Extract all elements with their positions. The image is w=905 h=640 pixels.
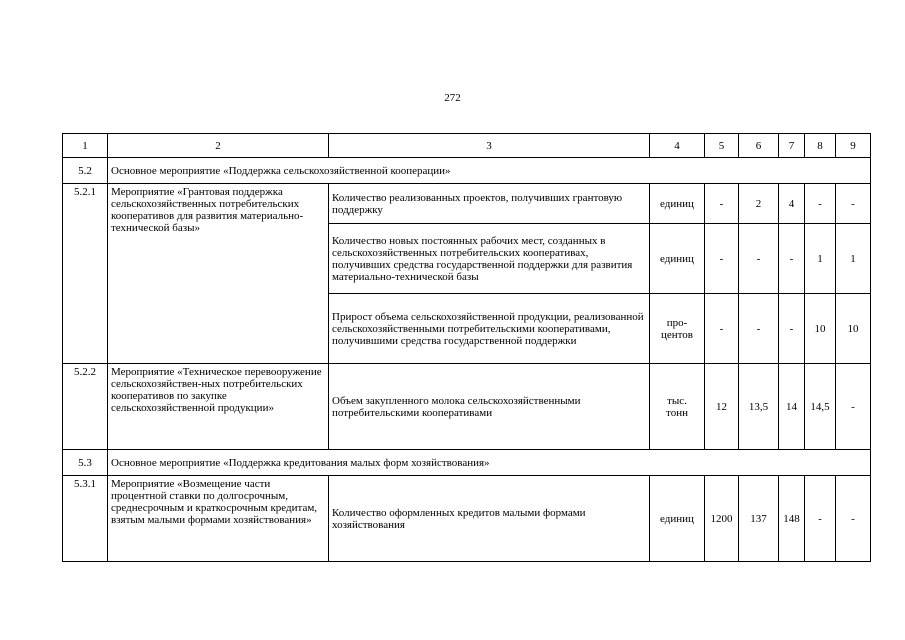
row-number: 5.2.2 [63, 364, 108, 450]
program-table [62, 133, 871, 562]
value-cell: 137 [739, 476, 779, 562]
value-cell: - [836, 476, 871, 562]
table-row-5-2-1-a [63, 184, 871, 224]
value-cell: 1 [805, 224, 836, 294]
value-cell: - [779, 224, 805, 294]
section-row-5-3 [63, 450, 871, 476]
value-cell: - [836, 184, 871, 224]
section-row-5-2 [63, 158, 871, 184]
value-cell: 1200 [705, 476, 739, 562]
value-cell: 10 [836, 294, 871, 364]
header-cell: 5 [705, 134, 739, 158]
value-cell: - [836, 364, 871, 450]
value-cell: 14,5 [805, 364, 836, 450]
header-row [63, 134, 871, 158]
value-cell: 13,5 [739, 364, 779, 450]
row-number: 5.2.1 [63, 184, 108, 364]
unit-cell: единиц [650, 184, 705, 224]
value-cell: - [739, 224, 779, 294]
table-row-5-3-1 [63, 476, 871, 562]
value-cell: - [705, 184, 739, 224]
value-cell: - [779, 294, 805, 364]
value-cell: - [739, 294, 779, 364]
value-cell: 2 [739, 184, 779, 224]
unit-cell: тыс. тонн [650, 364, 705, 450]
unit-cell: единиц [650, 476, 705, 562]
header-cell: 6 [739, 134, 779, 158]
header-cell: 3 [329, 134, 650, 158]
unit-cell: про- центов [650, 294, 705, 364]
header-cell: 7 [779, 134, 805, 158]
section-number: 5.3 [63, 450, 108, 476]
row-number: 5.3.1 [63, 476, 108, 562]
value-cell: - [805, 476, 836, 562]
measure-name: Мероприятие «Грантовая поддержка сельскохозяйственных потребительских кооперативов для развития материально-технической базы» [108, 184, 329, 364]
indicator-name: Объем закупленного молока сельскохозяйственными потребительскими кооперативами [329, 364, 650, 450]
section-title: Основное мероприятие «Поддержка кредитования малых форм хозяйствования» [108, 450, 871, 476]
value-cell: 1 [836, 224, 871, 294]
value-cell: 4 [779, 184, 805, 224]
table-row-5-2-2 [63, 364, 871, 450]
unit-cell: единиц [650, 224, 705, 294]
value-cell: 14 [779, 364, 805, 450]
header-cell: 1 [63, 134, 108, 158]
value-cell: - [705, 294, 739, 364]
section-title: Основное мероприятие «Поддержка сельскохозяйственной кооперации» [108, 158, 871, 184]
indicator-name: Количество оформленных кредитов малыми формами хозяйствования [329, 476, 650, 562]
indicator-name: Прирост объема сельскохозяйственной продукции, реализованной сельскохозяйственными потребительскими кооперативами, получившими средства государственной поддержки [329, 294, 650, 364]
value-cell: 148 [779, 476, 805, 562]
value-cell: - [705, 224, 739, 294]
header-cell: 9 [836, 134, 871, 158]
header-cell: 2 [108, 134, 329, 158]
measure-name: Мероприятие «Возмещение части процентной ставки по долгосрочным, среднесрочным и краткосрочным кредитам, взятым малыми формами хозяйствования» [108, 476, 329, 562]
page-number: 272 [444, 92, 461, 104]
value-cell: 10 [805, 294, 836, 364]
header-cell: 4 [650, 134, 705, 158]
header-cell: 8 [805, 134, 836, 158]
indicator-name: Количество новых постоянных рабочих мест, созданных в сельскохозяйственных потребительских кооперативах, получивших средства государственной поддержки для развития материально-технической базы [329, 224, 650, 294]
value-cell: 12 [705, 364, 739, 450]
section-number: 5.2 [63, 158, 108, 184]
measure-name: Мероприятие «Техническое перевооружение сельскохозяйствен-ных потребительских кооперативов по закупке сельскохозяйственной продукции» [108, 364, 329, 450]
indicator-name: Количество реализованных проектов, получивших грантовую поддержку [329, 184, 650, 224]
value-cell: - [805, 184, 836, 224]
